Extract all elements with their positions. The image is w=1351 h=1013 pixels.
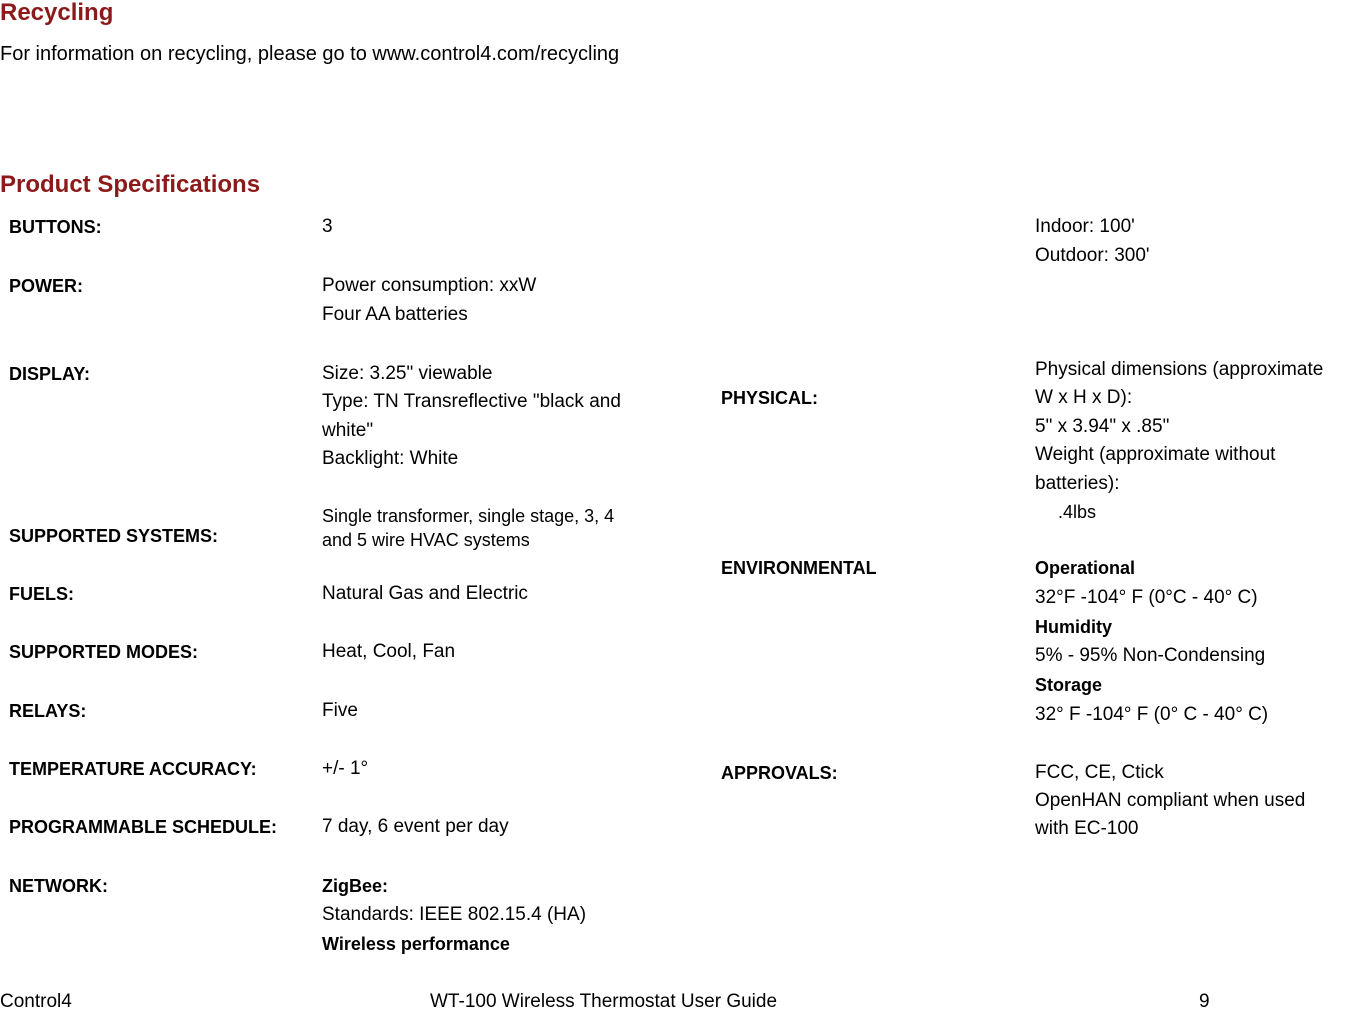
network-title: ZigBee: [322, 876, 389, 896]
recycling-text: For information on recycling, please go to www.control4.com/recycling [0, 43, 620, 65]
physical-line-3: 5" x 3.94" x .85" [1035, 416, 1170, 437]
network-label: NETWORK: [9, 876, 108, 896]
specs-heading: Product Specifications [0, 171, 261, 198]
operational-title: Operational [1035, 558, 1136, 578]
physical-line-2: W x H x D): [1035, 387, 1133, 408]
humidity-title: Humidity [1035, 617, 1113, 637]
relays-value: Five [322, 700, 358, 721]
display-label: DISPLAY: [9, 364, 91, 384]
display-line-4: Backlight: White [322, 448, 459, 469]
buttons-label: BUTTONS: [9, 217, 102, 237]
humidity-value: 5% - 95% Non-Condensing [1035, 645, 1266, 666]
footer-title: WT-100 Wireless Thermostat User Guide [430, 991, 778, 1012]
programmable-schedule-value: 7 day, 6 event per day [322, 816, 509, 837]
range-indoor: Indoor: 100' [1035, 216, 1135, 237]
supported-systems-label: SUPPORTED SYSTEMS: [9, 526, 219, 546]
temperature-accuracy-label: TEMPERATURE ACCURACY: [9, 759, 257, 779]
physical-line-1: Physical dimensions (approximate [1035, 359, 1324, 380]
power-line-2: Four AA batteries [322, 304, 468, 325]
approvals-line-2: OpenHAN compliant when used [1035, 790, 1306, 811]
fuels-label: FUELS: [9, 584, 74, 604]
approvals-label: APPROVALS: [721, 763, 838, 783]
display-line-3: white" [322, 420, 374, 441]
supported-systems-line-1: Single transformer, single stage, 3, 4 [322, 506, 615, 526]
display-line-1: Size: 3.25" viewable [322, 363, 493, 384]
supported-modes-label: SUPPORTED MODES: [9, 642, 199, 662]
range-outdoor: Outdoor: 300' [1035, 245, 1150, 266]
power-label: POWER: [9, 276, 83, 296]
buttons-value: 3 [322, 216, 333, 237]
relays-label: RELAYS: [9, 701, 87, 721]
physical-line-5: batteries): [1035, 473, 1120, 494]
physical-line-6: .4lbs [1058, 502, 1097, 522]
network-line: Standards: IEEE 802.15.4 (HA) [322, 904, 587, 925]
fuels-value: Natural Gas and Electric [322, 583, 528, 604]
network-subtitle: Wireless performance [322, 934, 510, 954]
recycling-heading: Recycling [0, 0, 114, 26]
display-line-2: Type: TN Transreflective "black and [322, 391, 621, 412]
supported-systems-line-2: and 5 wire HVAC systems [322, 530, 530, 550]
physical-label: PHYSICAL: [721, 388, 819, 408]
storage-title: Storage [1035, 675, 1103, 695]
operational-value: 32°F -104° F (0°C - 40° C) [1035, 587, 1258, 608]
power-line-1: Power consumption: xxW [322, 275, 537, 296]
environmental-label: ENVIRONMENTAL [721, 558, 877, 578]
storage-value: 32° F -104° F (0° C - 40° C) [1035, 704, 1269, 725]
footer-page-number: 9 [1199, 991, 1210, 1012]
approvals-line-1: FCC, CE, Ctick [1035, 762, 1164, 783]
programmable-schedule-label: PROGRAMMABLE SCHEDULE: [9, 817, 277, 837]
physical-line-4: Weight (approximate without [1035, 444, 1276, 465]
footer-brand: Control4 [0, 991, 72, 1012]
approvals-line-3: with EC-100 [1035, 818, 1139, 839]
supported-modes-value: Heat, Cool, Fan [322, 641, 456, 662]
temperature-accuracy-value: +/- 1° [322, 758, 369, 779]
